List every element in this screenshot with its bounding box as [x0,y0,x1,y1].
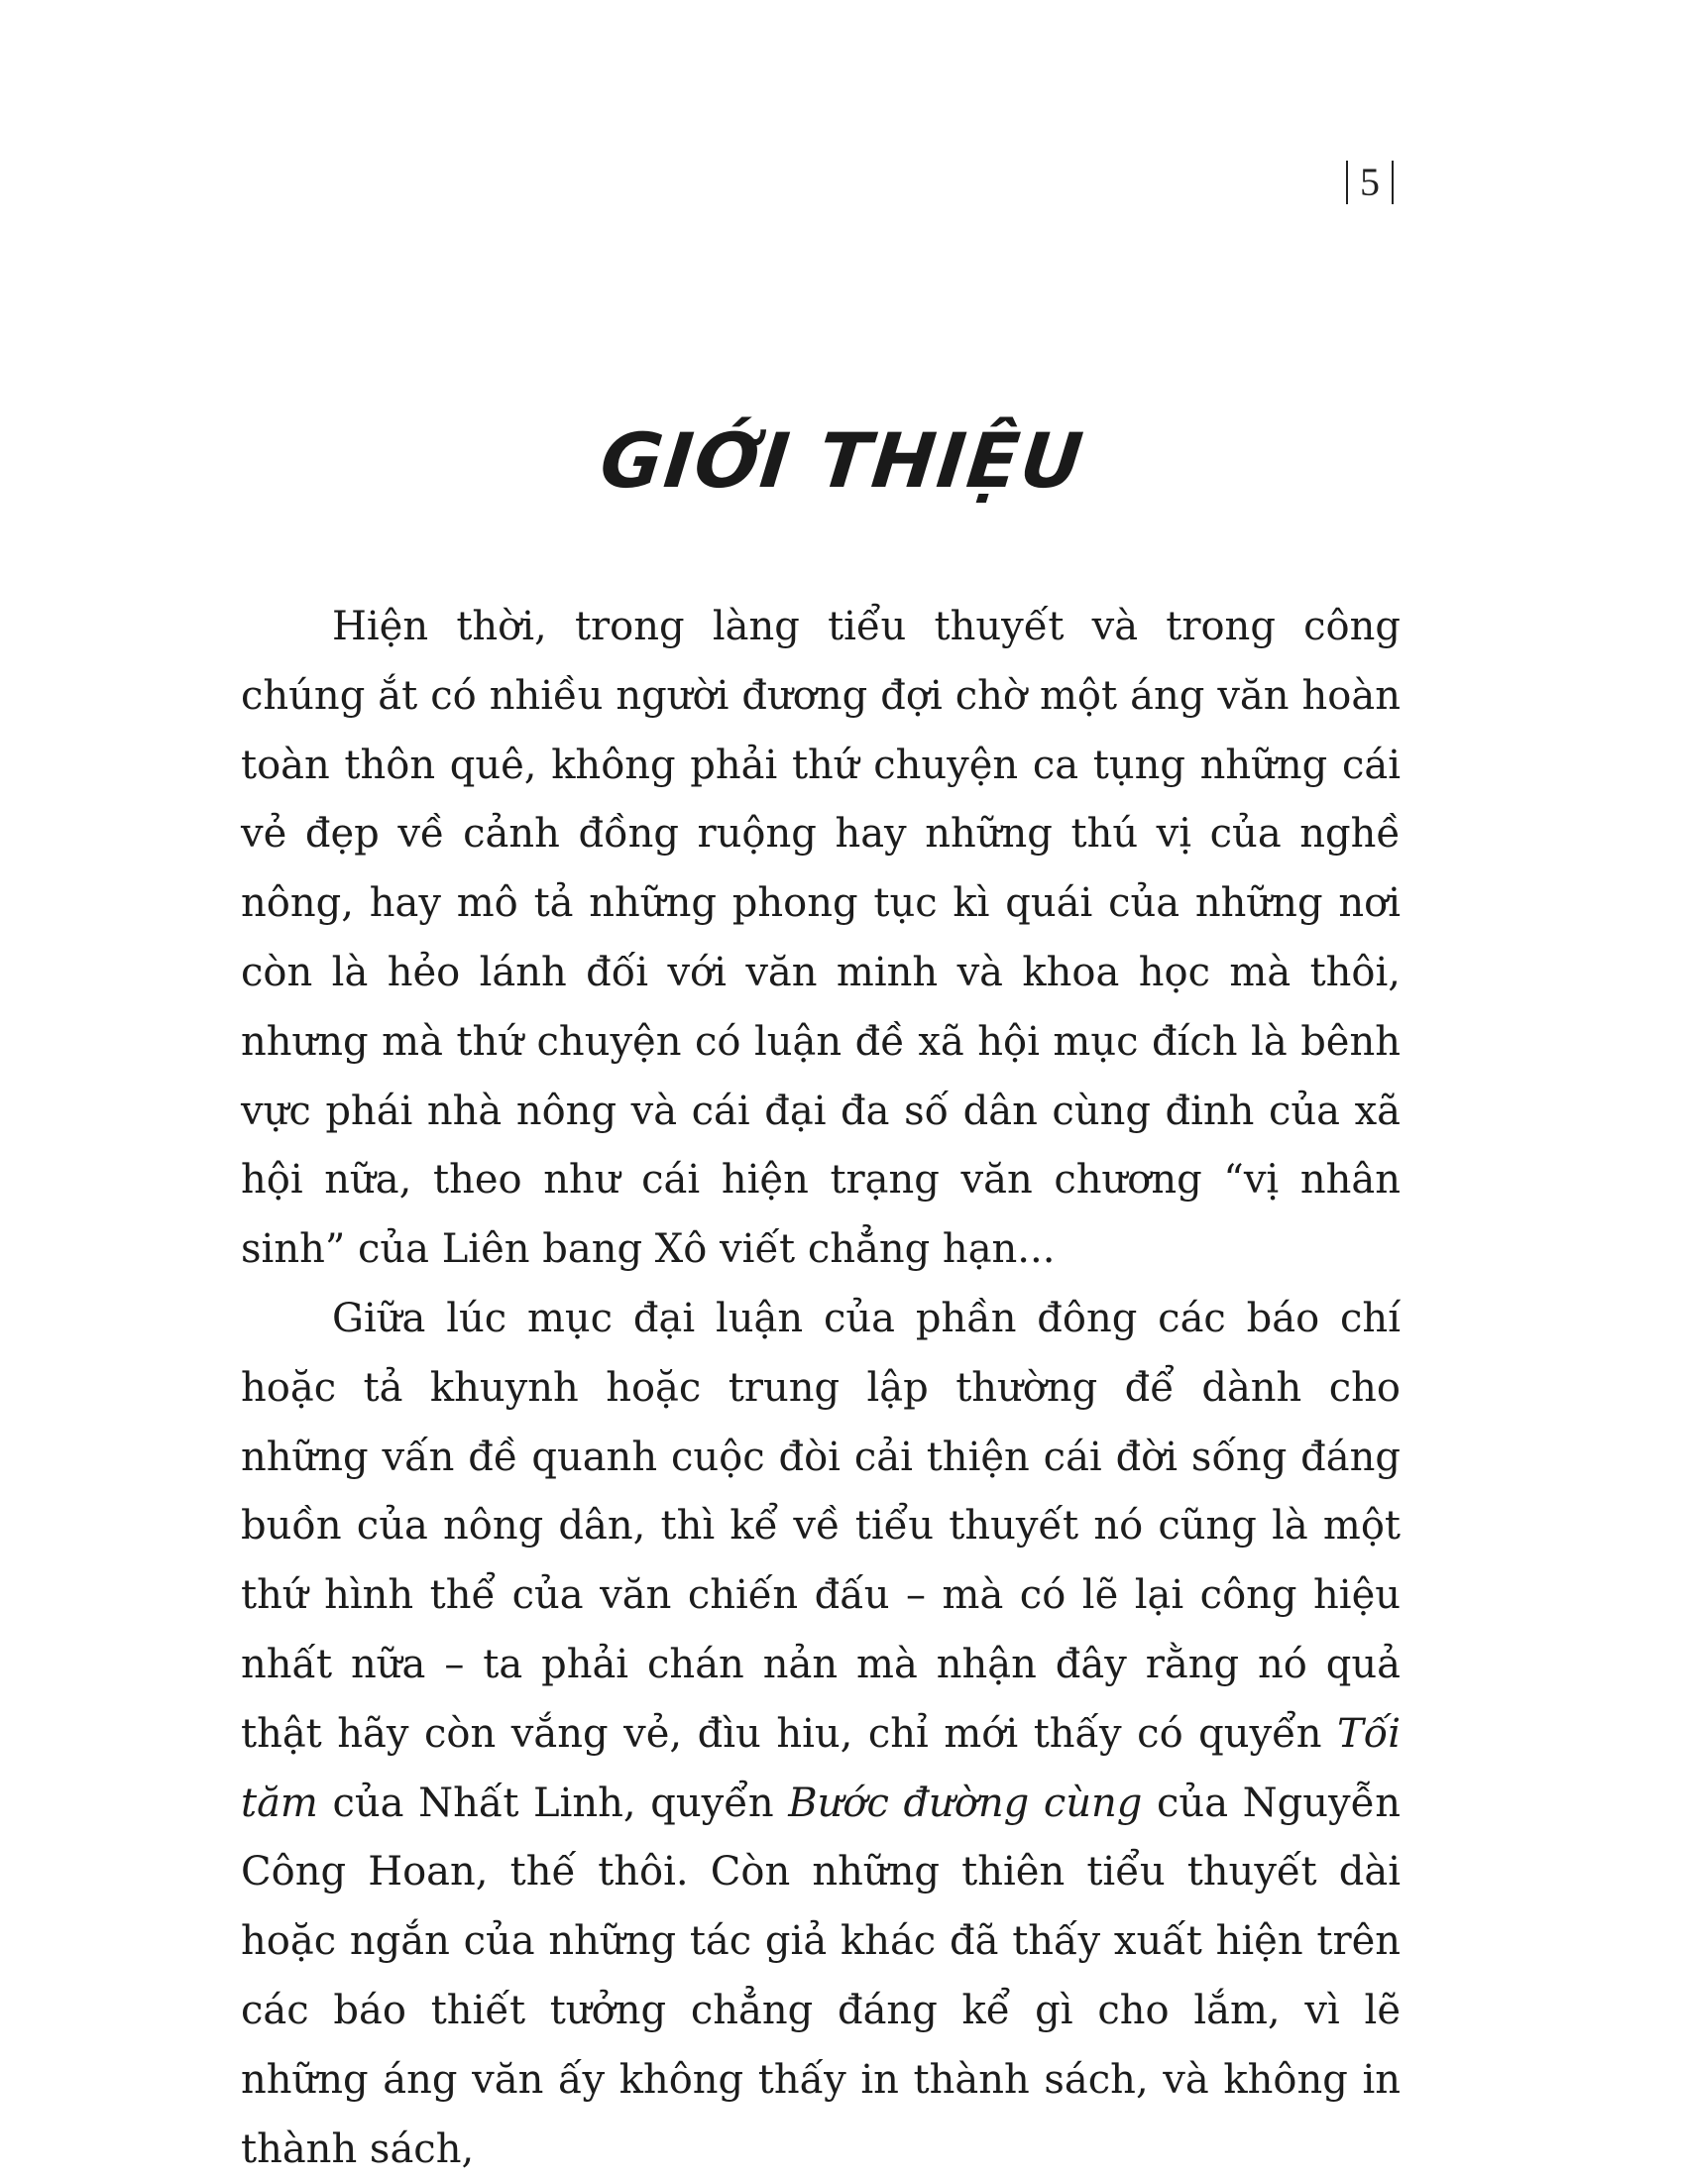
body-text [241,593,1401,2184]
paragraph-2-text: của Nguyễn Công Hoan, thế thôi. Còn những thiên tiểu thuyết dài hoặc ngắn của những tác giả khác đã thấy xuất hiện trên các báo thiết tưởng chẳng đáng kể gì cho lắm, vì lẽ những áng văn ấy không thấy in thành sách, và không in thành sách, [241,1780,1401,2172]
page-number-value: 5 [1360,160,1380,204]
paragraph-1: Hiện thời, trong làng tiểu thuyết và trong công chúng ắt có nhiều người đương đợi chờ một áng văn hoàn toàn thôn quê, không phải thứ chuyện ca tụng những cái vẻ đẹp về cảnh đồng ruộng hay những thú vị của nghề nông, hay mô tả những phong tục kì quái của những nơi còn là hẻo lánh đối với văn minh và khoa học mà thôi, nhưng mà thứ chuyện có luận đề xã hội mục đích là bênh vực phái nhà nông và cái đại đa số dân cùng đinh của xã hội nữa, theo như cái hiện trạng văn chương “vị nhân sinh” của Liên bang Xô viết chẳng hạn... [241,604,1401,1273]
page-number [1340,161,1400,204]
book-title-buoc-duong-cung: Bước đường cùng [788,1780,1143,1826]
paragraph-2-text: của Nhất Linh, quyển [317,1780,789,1826]
page-number-right-bar [1392,161,1394,204]
paragraph-2-text: Giữa lúc mục đại luận của phần đông các báo chí hoặc tả khuynh hoặc trung lập thường để dành cho những vấn đề quanh cuộc đòi cải thiện cái đời sống đáng buồn của nông dân, thì kể về tiểu thuyết nó cũng là một thứ hình thể của văn chiến đấu – mà có lẽ lại công hiệu nhất nữa – ta phải chán nản mà nhận đây rằng nó quả thật hãy còn vắng vẻ, đìu hiu, chỉ mới thấy có quyển [241,1295,1401,1757]
paragraph-2 [241,1285,1401,2184]
book-title-toi-tam: Tối tăm [241,1710,1401,1826]
chapter-title: GIỚI THIỆU [596,416,1089,505]
